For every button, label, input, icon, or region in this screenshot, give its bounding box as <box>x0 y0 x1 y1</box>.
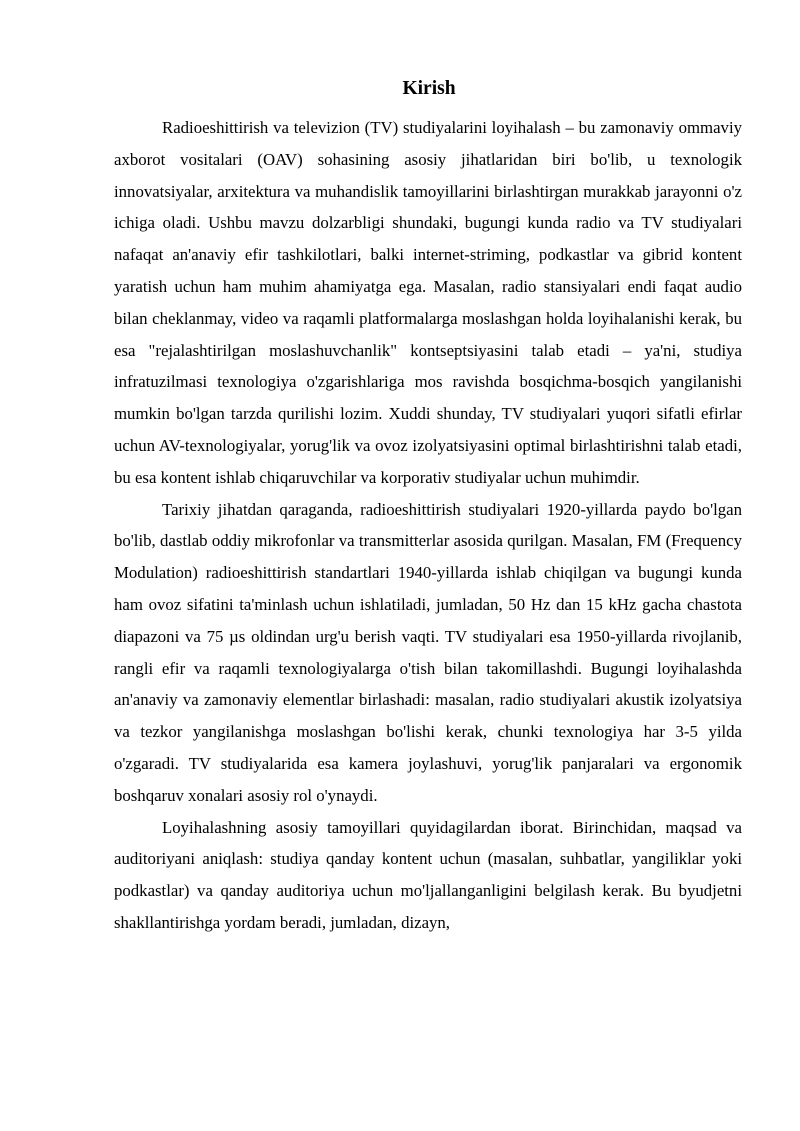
paragraph-history: Tarixiy jihatdan qaraganda, radioeshittirish studiyalari 1920-yillarda paydo bo'lgan bo'lib, dastlab oddiy mikrofonlar va transmitterlar asosida qurilgan. Masalan, FM (Frequency Modulation) radioeshittirish standartlari 1940-yillarda ishlab chiqilgan va bugungi kunda ham ovoz sifatini ta'minlash uchun ishlatiladi, jumladan, 50 Hz dan 15 kHz gacha chastota diapazoni va 75 µs oldindan urg'u berish vaqti. TV studiyalari esa 1950-yillarda rivojlanib, rangli efir va raqamli texnologiyalarga o'tish bilan takomillashdi. Bugungi loyihalashda an'anaviy va zamonaviy elementlar birlashadi: masalan, radio studiyalari akustik izolyatsiya va tezkor yangilanishga moslashgan bo'lishi kerak, chunki texnologiya har 3-5 yilda o'zgaradi. TV studiyalarida esa kamera joylashuvi, yorug'lik panjaralari va ergonomik boshqaruv xonalari asosiy rol o'ynaydi. <box>114 499 742 805</box>
page-title: Kirish <box>402 78 456 99</box>
paragraph-principles: Loyihalashning asosiy tamoyillari quyidagilardan iborat. Birinchidan, maqsad va auditoriyani aniqlash: studiya qanday kontent uchun (masalan, suhbatlar, yangiliklar yoki podkastlar) va qanday auditoriya uchun mo'ljallanganligini belgilash kerak. Bu byudjetni shakllantirishga yordam beradi, jumladan, dizayn, <box>114 817 742 932</box>
document-body <box>114 112 742 939</box>
paragraph-introduction: Radioeshittirish va televizion (TV) studiyalarini loyihalash – bu zamonaviy ommaviy axborot vositalari (OAV) sohasining asosiy jihatlaridan biri bo'lib, u texnologik innovatsiyalar, arxitektura va muhandislik tamoyillarini birlashtirgan murakkab jarayonni o'z ichiga oladi. Ushbu mavzu dolzarbligi shundaki, bugungi kunda radio va TV studiyalari nafaqat an'anaviy efir tashkilotlari, balki internet-striming, podkastlar va gibrid kontent yaratish uchun ham muhim ahamiyatga ega. Masalan, radio stansiyalari endi faqat audio bilan cheklanmay, video va raqamli platformalarga moslashgan holda loyihalanishi kerak, bu esa "rejalashtirilgan moslashuvchanlik" kontseptsiyasini talab etadi – ya'ni, studiya infratuzilmasi texnologiya o'zgarishlariga mos ravishda bosqichma-bosqich yangilanishi mumkin bo'lgan tarzda qurilishi lozim. Xuddi shunday, TV studiyalari yuqori sifatli efirlar uchun AV-texnologiyalar, yorug'lik va ovoz izolyatsiyasini optimal birlashtirishni talab etadi, bu esa kontent ishlab chiqaruvchilar va korporativ studiyalar uchun muhimdir. <box>114 118 742 487</box>
